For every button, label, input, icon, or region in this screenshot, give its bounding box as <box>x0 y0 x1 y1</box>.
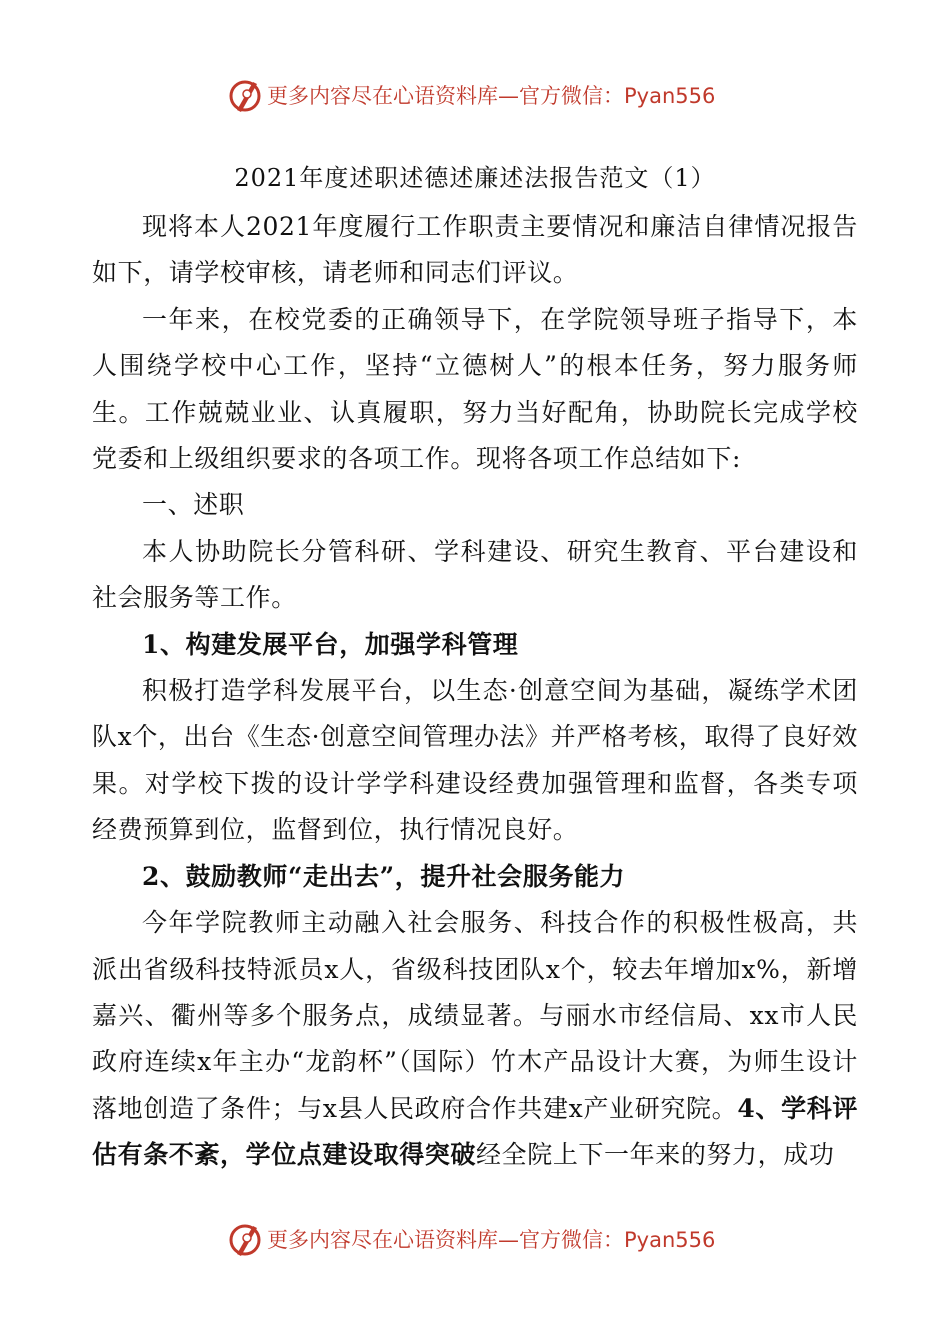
subheading-2: 2、鼓励教师“走出去”，提升社会服务能力 <box>142 861 626 891</box>
subheading-4: 4、学科评估有条不紊，学位点建设取得突破 <box>92 1093 858 1170</box>
pen-circle-logo-icon <box>227 74 263 116</box>
paragraph-text: 经全院上下一年来的努力，成功 <box>476 1140 835 1170</box>
document-title: 2021年度述职述德述廉述法报告范文（1） <box>234 164 716 192</box>
paragraph <box>92 900 858 1178</box>
document-body <box>92 152 858 1179</box>
paragraph: 一年来，在校党委的正确领导下，在学院领导班子指导下，本人围绕学校中心工作，坚持“立德树人”的根本任务，努力服务师生。工作兢兢业业、认真履职，努力当好配角，协助院长完成学校党委和上级组织要求的各项工作。现将各项工作总结如下: <box>92 304 858 474</box>
subheading-1: 1、构建发展平台，加强学科管理 <box>142 629 519 659</box>
banner-text: 更多内容尽在心语资料库—官方微信：Pyan556 <box>267 1228 716 1252</box>
footer-banner <box>0 1214 950 1264</box>
banner-text: 更多内容尽在心语资料库—官方微信：Pyan556 <box>267 84 716 108</box>
paragraph: 积极打造学科发展平台，以生态·创意空间为基础，凝练学术团队x个，出台《生态·创意空间管理办法》并严格考核，取得了良好效果。对学校下拨的设计学学科建设经费加强管理和监督，各类专项经费预算到位，监督到位，执行情况良好。 <box>92 676 858 845</box>
paragraph: 现将本人2021年度履行工作职责主要情况和廉洁自律情况报告如下，请学校审核，请老师和同志们评议。 <box>92 212 858 288</box>
pen-circle-logo-icon <box>227 1218 263 1260</box>
paragraph-text: 今年学院教师主动融入社会服务、科技合作的积极性极高，共派出省级科技特派员x人，省级科技团队x个，较去年增加x%，新增嘉兴、衢州等多个服务点，成绩显著。与丽水市经信局、xx市人民政府连续x年主办“龙韵杯”（国际）竹木产品设计大赛，为师生设计落地创造了条件；与x县人民政府合作共建x产业研究院。 <box>92 908 858 1123</box>
header-banner <box>0 70 950 120</box>
section-heading: 一、述职 <box>142 490 245 520</box>
paragraph: 本人协助院长分管科研、学科建设、研究生教育、平台建设和社会服务等工作。 <box>92 536 858 613</box>
